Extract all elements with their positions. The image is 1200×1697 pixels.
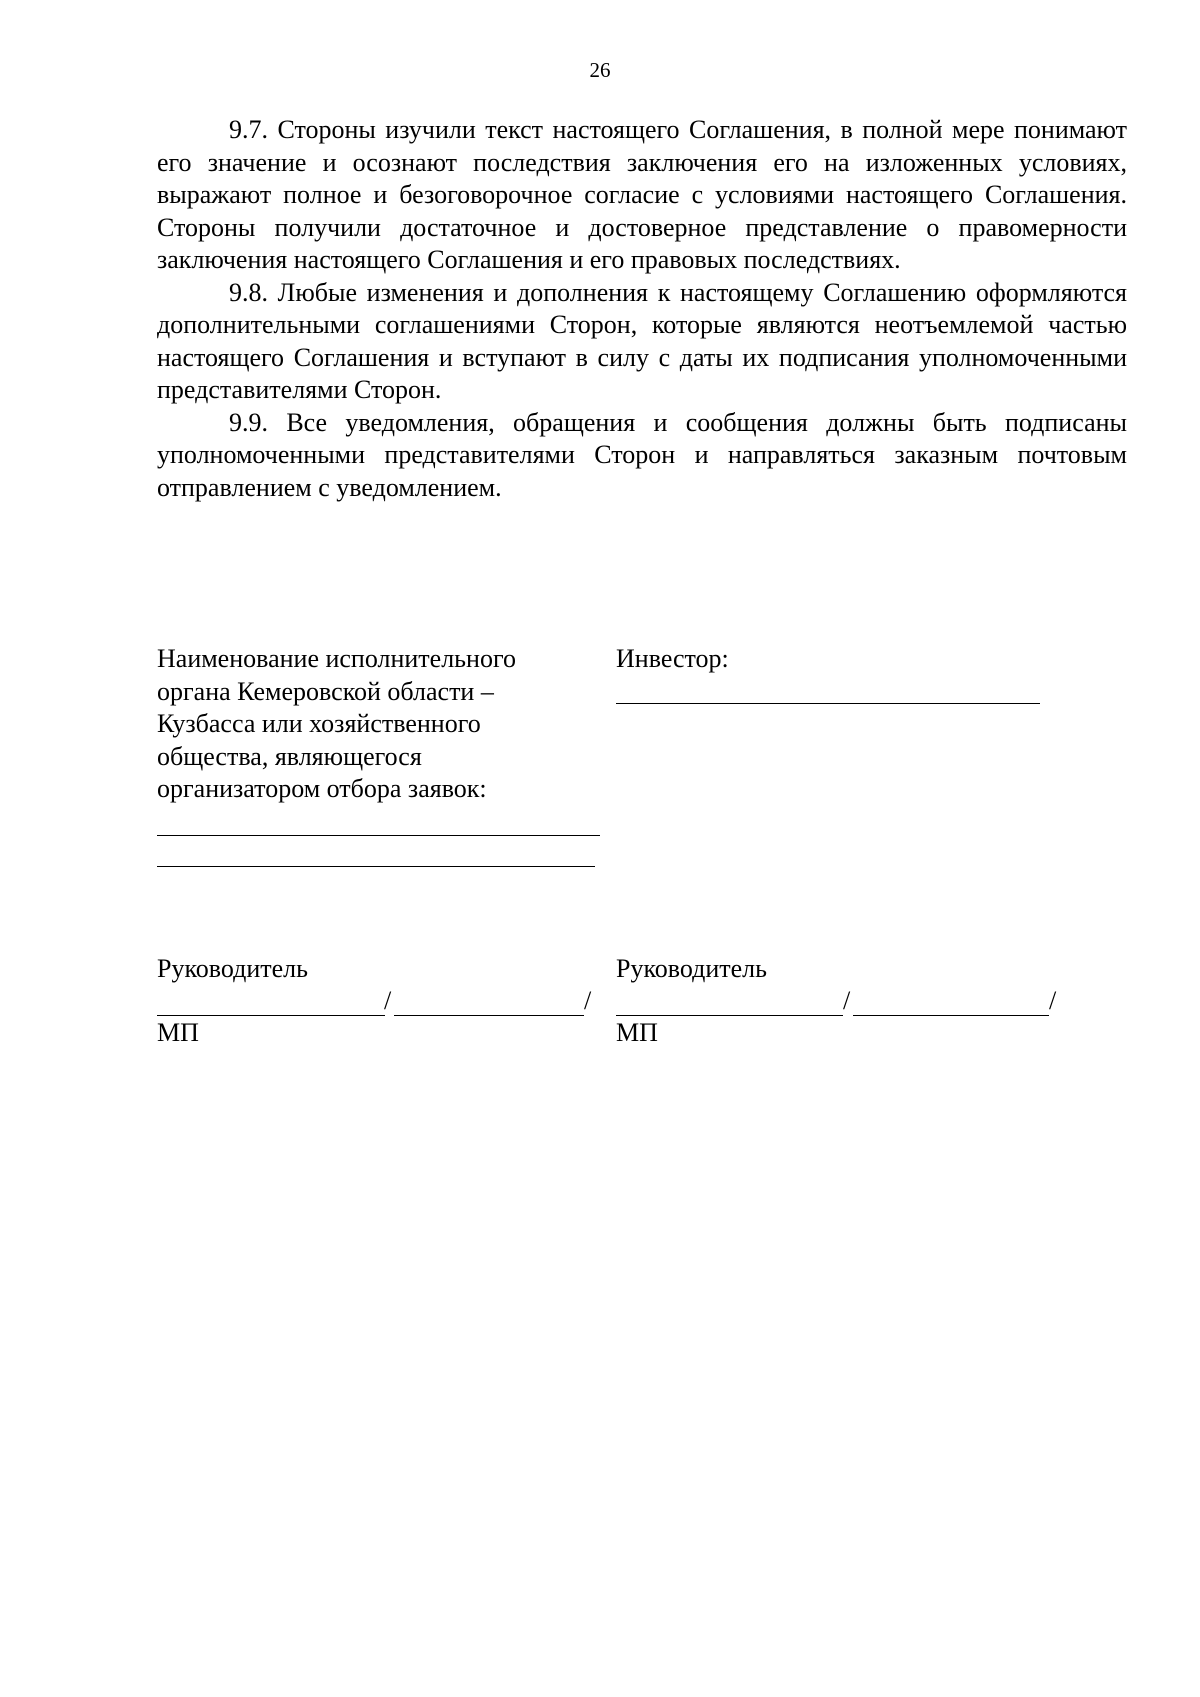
right-name-line [853,1015,1049,1016]
left-party-label: Наименование исполнительного органа Кемеровской области – Кузбасса или хозяйственного общества, являющегося организатором отбора заявок: [157,644,516,803]
left-signer-title: Руководитель [157,954,308,983]
right-signature-line [616,1015,843,1016]
left-party-name-line-2 [157,866,595,867]
left-name-line [394,1015,584,1016]
agreement-clauses [157,114,1127,504]
right-signature-slash-end: / [1049,986,1057,1015]
clause-9-7: 9.7. Стороны изучили текст настоящего Соглашения, в полной мере понимают его значение и осознают последствия заключения его на изложенных условиях, выражают полное и безоговорочное согласие с условиями настоящего Соглашения. Стороны получили достаточное и достоверное представление о правомерности заключения настоящего Соглашения и его правовых последствиях. [157,115,1127,274]
clause-9-9: 9.9. Все уведомления, обращения и сообщения должны быть подписаны уполномоченными представителями Сторон и направляться заказным почтовым отправлением с уведомлением. [157,407,1127,502]
page-number: 26 [589,58,611,82]
left-party-block [157,643,597,806]
right-seal-label: МП [616,1018,658,1047]
right-signature-slash-mid: / [843,986,851,1015]
left-signature-line [157,1015,385,1016]
right-party-name-line [616,703,1040,704]
right-signer-title: Руководитель [616,954,767,983]
clause-9-8: 9.8. Любые изменения и дополнения к настоящему Соглашению оформляются дополнительными соглашениями Сторон, которые являются неотъемлемой частью настоящего Соглашения и вступают в силу с даты их подписания уполномоченными представителями Сторон. [157,277,1127,404]
left-party-name-line-1 [157,835,600,836]
left-signature-slash-mid: / [384,986,392,1015]
right-party-block [616,643,1076,676]
left-signature-slash-end: / [584,986,592,1015]
left-seal-label: МП [157,1018,199,1047]
right-party-label: Инвестор: [616,644,729,673]
